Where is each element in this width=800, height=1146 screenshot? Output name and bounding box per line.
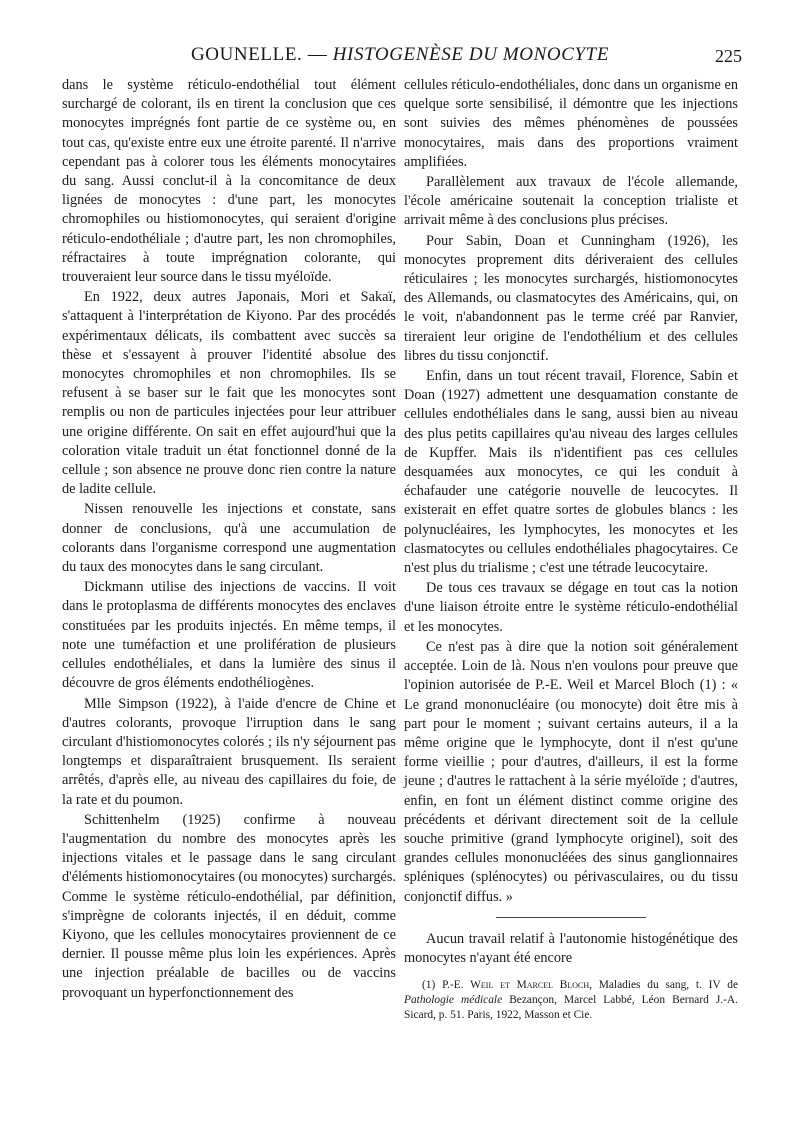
page-number: 225 bbox=[715, 46, 742, 66]
footnote-work: Pathologie médicale bbox=[404, 994, 503, 1007]
footnote-marker: (1) bbox=[422, 979, 436, 992]
paragraph: En 1922, deux autres Japonais, Mori et Sakaï, s'attaquent à l'interprétation de Kiyono. Par des procédés expérimentaux délicats, ils combattent avec succès sa thèse et s'essayent à prouver l'identité absolue des monocytes chromophiles et non chromophiles. Ils se refusent à se baser sur le fait que les monocytes sont remplis ou non de particules injectées pour leur attribuer une origine différente. On sait en effet aujourd'hui que la coloration vitale traduit un état fonctionnel donné de la cellule ; son absence ne prouve donc rien contre la nature de ladite cellule. bbox=[62, 289, 396, 498]
paragraph: Mlle Simpson (1922), à l'aide d'encre de Chine et d'autres colorants, provoque l'irruption dans le sang circulant d'histiomonocytes colorés ; ils n'y séjournent pas longtemps et disparaîtraient brusquement. Ils seraient arrêtés, d'après elle, au niveau des capillaires du foie, de la rate et du poumon. bbox=[62, 695, 396, 808]
paragraph: Ce n'est pas à dire que la notion soit généralement acceptée. Loin de là. Nous n'en voulons pour preuve que l'opinion autorisée de P.-E. Weil et Marcel Bloch (1) : « Le grand mononucléaire (ou monocyte) doit être mis à part pour le moment ; suivant certains auteurs, il a la même origine que le lymphocyte, dont il n'est qu'une forme vieillie ; pour d'autres, d'ailleurs, il est la forme jeune ; d'autres le rattachent à la série myéloïde ; d'autres, enfin, en font un élément distinct comme origine des précédents et dérivant directement soit de la cellule souche primitive (grand lymphocyte originel), soit des grandes cellules mononucléées des sinus ganglionnaires spléniques (splénocytes) ou périvasculaires, ou du tissu conjonctif diffus. » bbox=[404, 638, 738, 905]
left-column bbox=[62, 76, 396, 1003]
paragraph: Parallèlement aux travaux de l'école allemande, l'école américaine soutenait la conception trialiste et arrivait même à des conclusions plus précises. bbox=[404, 174, 738, 229]
paragraph: cellules réticulo-endothéliales, donc dans un organisme en quelque sorte sensibilisé, il démontre que les injections sont suivies des mêmes phénomènes de poussées monocytaires, mais dans des proportions vraiment amplifiées. bbox=[404, 77, 738, 170]
header-chapter-title: HISTOGENÈSE DU MONOCYTE bbox=[332, 44, 610, 65]
header-title bbox=[60, 44, 740, 66]
header-author: GOUNELLE. bbox=[190, 44, 303, 65]
paragraph: dans le système réticulo-endothélial tout élément surchargé de colorant, ils en tirent la conclusion que ces monocytes imprégnés font partie de ce système ou, en tout cas, qu'existe entre eux une étroite parenté. Il n'arrive cependant pas à colorer tous les éléments monocytaires du sang. Aussi conclut-il à la concomitance de deux lignées de monocytes : d'une part, les monocytes chromophiles ou histiomonocytes, qui seraient d'origine réticulo-endothéliale ; d'autre part, les non chromophiles, réfractaires à toute imprégnation colorante, qui trouveraient leur source dans le tissu myéloïde. bbox=[62, 77, 396, 286]
paragraph: Schittenhelm (1925) confirme à nouveau l'augmentation du nombre des monocytes après les injections vitales et le passage dans le sang circulant d'éléments histiomonocytaires (ou monocytes) surchargés. Comme le système réticulo-endothélial, par définition, s'imprègne de colorants injectés, il en déduit, comme Kiyono, que les cellules monocytaires proviennent de ce dernier. Il pousse même plus loin les expériences. Après une injection préalable de bacilles ou de vaccins provoquant un hyperfonctionnement des bbox=[62, 811, 396, 1001]
running-header bbox=[60, 44, 740, 74]
footnote-authors: P.-E. Weil et Marcel Bloch bbox=[442, 979, 590, 992]
paragraph: Nissen renouvelle les injections et constate, sans donner de conclusions, qu'à une accumulation de colorants dans l'organisme correspond une augmentation du taux des monocytes dans le sang circulant. bbox=[62, 501, 396, 576]
paragraph: Enfin, dans un tout récent travail, Florence, Sabin et Doan (1927) admettent une desquamation constante de cellules endothéliales dans le sang, aussi bien au niveau des plus petits capillaires qu'au niveau des larges cellules de Kupffer. Mais ils n'identifient pas ces cellules desquamées aux monocytes, ce qui les conduit à échafauder une catégorie nouvelle de leucocytes. Il existerait en effet quatre sortes de globules blancs : les polynucléaires, les lymphocytes, les monocytes et les clasmatocytes ou cellules endothéliales phagocytaires. Ce n'est plus du trialisme ; c'est une tétrade leucocytaire. bbox=[404, 368, 738, 577]
right-column bbox=[404, 76, 738, 1023]
header-dash: — bbox=[307, 44, 328, 65]
paragraph: Dickmann utilise des injections de vaccins. Il voit dans le protoplasma de différents monocytes des enclaves constituées par les produits injectés. En même temps, il note une tuméfaction et une prolifération de plusieurs cellules endothéliales, et dans la lumière des sinus il découvre de gros éléments endothéliogènes. bbox=[62, 579, 396, 692]
footnote-text-a: , Maladies du sang, t. IV de bbox=[589, 979, 738, 992]
footnote-separator bbox=[496, 917, 646, 918]
footnote-text-b: Bezançon, Marcel Labbé, Léon Bernard J.-A. Sicard, p. 51. Paris, 1922, Masson et Cie. bbox=[404, 994, 738, 1022]
paragraph: De tous ces travaux se dégage en tout cas la notion d'une liaison étroite entre le système réticulo-endothélial et les monocytes. bbox=[404, 580, 738, 635]
paragraph: Aucun travail relatif à l'autonomie histogénétique des monocytes n'ayant été encore bbox=[404, 930, 738, 966]
footnote bbox=[404, 978, 738, 1023]
paragraph: Pour Sabin, Doan et Cunningham (1926), les monocytes proprement dits dériveraient des cellules réticulaires ; les monocytes surchargés, histiomonocytes des Allemands, ou clasmatocytes des Américains, qui, on le voit, n'abandonnent pas le terme créé par Ranvier, tireraient leur origine de l'endothélium et des cellules libres du tissu conjonctif. bbox=[404, 232, 738, 364]
